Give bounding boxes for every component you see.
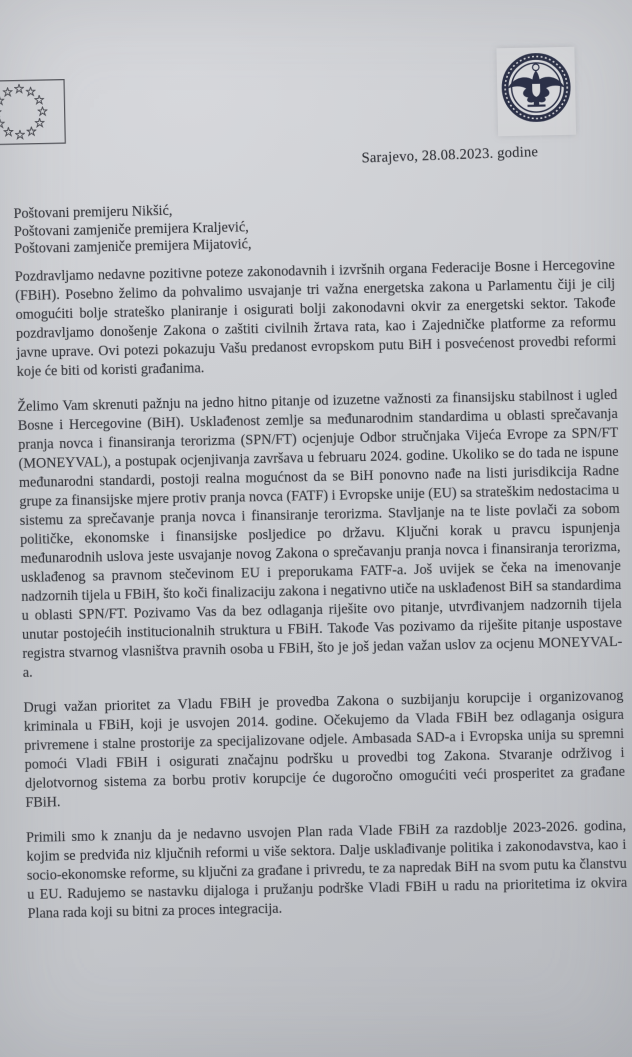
salutation-line: Poštovani zamjeniče premijera Mijatović, [14, 236, 252, 258]
paragraph-block [15, 256, 628, 924]
paragraph: Pozdravljamo nedavne pozitivne poteze zakonodavnih i izvršnih organa Federacije Bosne i Hercegovine (FBiH). Posebno želimo da pohvalimo usvajanje tri važna energetska zakona u Parlamentu čiji je cilj omogućiti bolje strateško planiranje i osigurati bolji zakonodavni okvir za energetski sektor. Takođe pozdravljamo donošenje Zakona o zaštiti civilnih žrtava rata, kao i Zajedničke platforme za reformu javne uprave. Ovi potezi pokazuju Vašu predanost evropskom putu BiH i posvećenost provedbi reformi koje će biti od koristi građanima. [14, 256, 617, 380]
salutation-block [13, 194, 614, 259]
paragraph: Drugi važan prioritet za Vladu FBiH je provedba Zakona o suzbijanju korupcije i organizovanog kriminala u FBiH, koji je usvojen 2014. godine. Očekujemo da Vlada FBiH bez odlaganja osigura privremene i stalne prostorije za specijalizovane odjele. Ambasada SAD-a i Evropska unija su spremni pomoći Vladi FBiH i osigurati značajnu podršku u provedbi tog Zakona. Stvaranje održivog i djelotvornog sistema za borbu protiv korupcije će dugoročno omogućiti veći prosperitet za građane FBiH. [23, 687, 626, 811]
paragraph: Želimo Vam skrenuti pažnju na jedno hitno pitanje od izuzetne važnosti za finansijsku stabilnost i ugled Bosne i Hercegovine (BiH). Usklađenost zemlje sa međunarodnim standardima u oblasti sprečavanja pranja novca i finansiranja terorizma (SPN/FT) ocjenjuje Odbor stručnjaka Vijeća Evrope za SPN/FT (MONEYVAL), a postupak ocjenjivanja završava u februaru 2024. godine. Ukoliko se do tada ne ispune međunarodni standardi, postoji realna mogućnost da se BiH ponovno nađe na listi jurisdikcija Radne grupe za finansijske mjere protiv pranja novca (FATF) i Evropske unije (EU) sa strateškim nedostacima u sistemu za sprečavanje pranja novca i finansiranje terorizma. Stavljanje na te liste povlači za sobom političke, ekonomske i finansijske posljedice po državu. Ključni korak u pravcu ispunjenja međunarodnih uslova jeste usvajanje novog Zakona o sprečavanju pranja novca i finansiranja terorizma, usklađenog sa pravnom stečevinom EU i preporukama FATF-a. Još uvijek se čeka na imenovanje nadzornih tijela u FBiH, što koči finalizaciju zakona i negativno utiče na usklađenost BiH sa standardima u oblasti SPN/FT. Pozivamo Vas da bez odlaganja riješite ovo pitanje, utvrđivanjem nadzornih tijela unutar postojećih institucionalnih struktura u FBiH. Takođe Vas pozivamo da riješite pitanje uspostave registra stvarnog vlasništva pravnih osoba u FBiH, što je još jedan važan uslov za ocjenu MONEYVAL-a. [17, 386, 623, 681]
salutation-line: Poštovani zamjeniče premijera Kraljević, [13, 218, 249, 240]
salutation-line: Poštovani premijeru Nikšić, [13, 202, 173, 223]
paragraph: Primili smo k znanju da je nedavno usvojen Plan rada Vlade FBiH za razdoblje 2023-2026. godina, kojim se predviđa niz ključnih reformi u više sektora. Dalje usklađivanje politika i zakonodavstva, kao i socio-ekonomske reforme, su ključni za građane i privredu, te za napredak BiH na svom putu ka članstvu u EU. Radujemo se nastavku dijaloga i pružanju podrške Vladi FBiH u radu na prioritetima iz okvira Plana rada koji su bitni za proces integracija. [25, 817, 628, 922]
letter-body [13, 194, 627, 924]
us-state-department-seal [496, 47, 576, 137]
eu-flag-icon [0, 79, 66, 146]
date-line: Sarajevo, 28.08.2023. godine [361, 144, 539, 167]
